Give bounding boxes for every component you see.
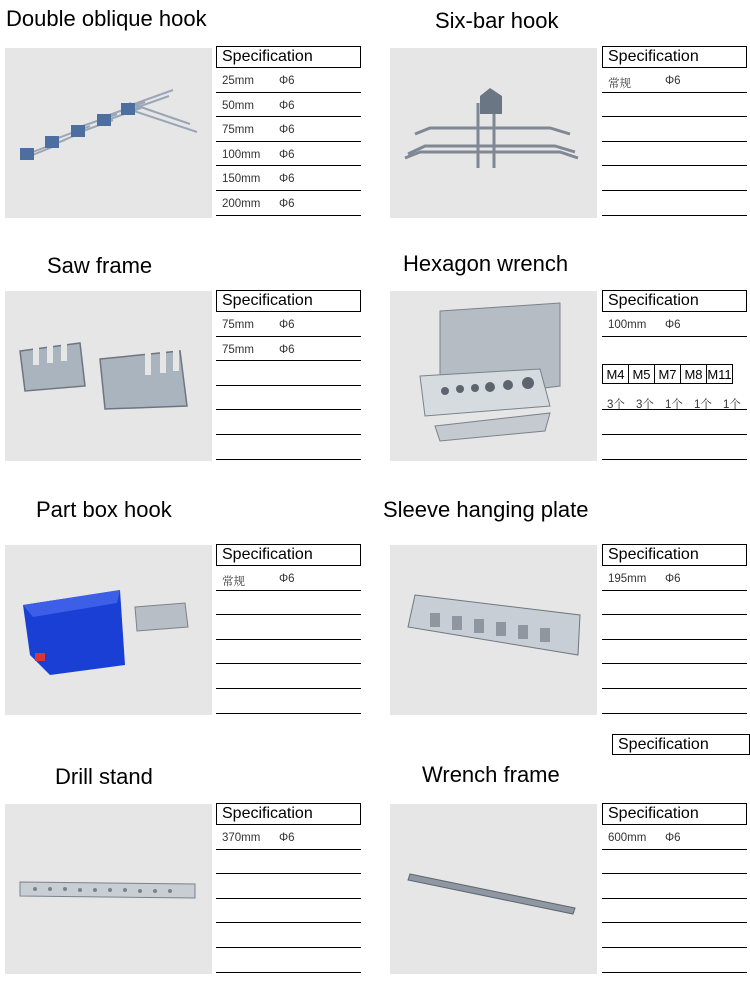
spec-row <box>216 117 361 142</box>
hex-size-cell: M11 <box>706 364 733 384</box>
spec-row <box>216 689 361 714</box>
spec-size: 常规 <box>222 576 245 588</box>
spec-row <box>602 117 747 142</box>
hex-size-cell: M7 <box>654 364 681 384</box>
title-part-box-hook: Part box hook <box>36 497 172 522</box>
spec-row <box>602 93 747 118</box>
spec-size: 常规 <box>608 78 631 90</box>
title-hexagon-wrench: Hexagon wrench <box>403 251 569 276</box>
hex-size-cell: M5 <box>628 364 655 384</box>
spec-row <box>216 337 361 362</box>
spec-header: Specification <box>602 46 747 68</box>
spec-size: 75mm <box>222 319 254 331</box>
spec-size: 195mm <box>608 573 647 585</box>
spec-row <box>602 948 747 973</box>
spec-diameter: Φ6 <box>279 832 295 844</box>
spec-header: Specification <box>216 803 361 825</box>
spec-row <box>602 664 747 689</box>
spec-diameter: Φ6 <box>279 197 295 210</box>
spec-diameter: Φ6 <box>279 148 295 161</box>
spec-row <box>216 166 361 191</box>
photo-six-bar-hook <box>390 48 597 218</box>
spec-diameter: Φ6 <box>279 343 295 356</box>
photo-wrench-frame <box>390 804 597 974</box>
spec-diameter: Φ6 <box>665 75 681 87</box>
spec-diameter: Φ6 <box>279 75 295 87</box>
spec-header: Specification <box>602 544 747 566</box>
floating-spec-label: Specification <box>612 734 750 755</box>
spec-row <box>216 312 361 337</box>
spec-row <box>602 166 747 191</box>
spec-row <box>602 591 747 616</box>
spec-row <box>602 312 747 337</box>
spec-size: 100mm <box>608 319 647 331</box>
spec-row <box>602 337 747 362</box>
spec-row <box>216 68 361 93</box>
spec-row <box>216 566 361 591</box>
spec-size: 100mm <box>222 148 261 161</box>
spec-row <box>602 191 747 216</box>
title-drill-stand: Drill stand <box>55 764 153 789</box>
spec-header: Specification <box>216 544 361 566</box>
spec-table-saw-frame <box>216 290 361 460</box>
photo-saw-frame <box>5 291 212 461</box>
hex-count-cell: 3个 <box>636 399 654 411</box>
spec-row <box>602 825 747 850</box>
spec-header: Specification <box>602 290 747 312</box>
spec-row <box>602 142 747 167</box>
spec-row <box>216 615 361 640</box>
spec-row <box>216 899 361 924</box>
spec-row <box>216 874 361 899</box>
spec-row <box>216 142 361 167</box>
spec-diameter: Φ6 <box>279 173 295 186</box>
spec-table-wrench-frame <box>602 803 747 973</box>
title-double-oblique-hook: Double oblique hook <box>6 6 207 31</box>
spec-size: 75mm <box>222 124 254 137</box>
title-saw-frame: Saw frame <box>47 253 153 278</box>
spec-table-part-box-hook <box>216 544 361 714</box>
spec-row <box>216 825 361 850</box>
hex-count-cell: 1个 <box>723 399 741 411</box>
title-sleeve-hanging-plate: Sleeve hanging plate <box>383 497 589 522</box>
spec-size: 75mm <box>222 343 254 356</box>
spec-row <box>602 850 747 875</box>
spec-row <box>602 68 747 93</box>
hex-size-boxes <box>602 364 732 384</box>
photo-hexagon-wrench <box>390 291 597 461</box>
spec-row <box>216 664 361 689</box>
photo-part-box-hook <box>5 545 212 715</box>
spec-row <box>602 923 747 948</box>
spec-row <box>602 435 747 460</box>
spec-row <box>602 899 747 924</box>
spec-row <box>216 191 361 216</box>
spec-diameter: Φ6 <box>279 99 295 112</box>
spec-row <box>216 410 361 435</box>
spec-row <box>216 361 361 386</box>
photo-sleeve-hanging-plate <box>390 545 597 715</box>
spec-row <box>216 435 361 460</box>
spec-size: 25mm <box>222 75 254 87</box>
spec-size: 600mm <box>608 832 647 844</box>
spec-size: 370mm <box>222 832 261 844</box>
hex-size-cell: M8 <box>680 364 707 384</box>
spec-row <box>602 615 747 640</box>
spec-diameter: Φ6 <box>665 573 681 585</box>
title-six-bar-hook: Six-bar hook <box>435 8 559 33</box>
spec-row <box>602 874 747 899</box>
hex-count-cell: 1个 <box>694 399 712 411</box>
spec-size: 150mm <box>222 173 261 186</box>
spec-row <box>602 566 747 591</box>
title-wrench-frame: Wrench frame <box>422 762 560 787</box>
spec-table-double-oblique-hook <box>216 46 361 216</box>
spec-row <box>216 948 361 973</box>
spec-header: Specification <box>216 46 361 68</box>
spec-row <box>602 689 747 714</box>
spec-row <box>216 850 361 875</box>
spec-header: Specification <box>602 803 747 825</box>
spec-row <box>602 640 747 665</box>
spec-row <box>216 640 361 665</box>
spec-row <box>216 93 361 118</box>
spec-table-drill-stand <box>216 803 361 973</box>
spec-table-sleeve-hanging-plate <box>602 544 747 714</box>
spec-row <box>216 923 361 948</box>
spec-row <box>602 410 747 435</box>
spec-row <box>216 591 361 616</box>
spec-row <box>216 386 361 411</box>
hex-count-row <box>607 396 750 412</box>
spec-diameter: Φ6 <box>665 319 681 331</box>
spec-diameter: Φ6 <box>665 832 681 844</box>
hex-count-cell: 3个 <box>607 399 625 411</box>
spec-diameter: Φ6 <box>279 124 295 137</box>
hex-count-cell: 1个 <box>665 399 683 411</box>
spec-table-six-bar-hook <box>602 46 747 216</box>
photo-double-oblique-hook <box>5 48 212 218</box>
spec-diameter: Φ6 <box>279 319 295 331</box>
spec-size: 50mm <box>222 99 254 112</box>
photo-drill-stand <box>5 804 212 974</box>
spec-diameter: Φ6 <box>279 573 295 585</box>
hex-size-cell: M4 <box>602 364 629 384</box>
spec-header: Specification <box>216 290 361 312</box>
spec-size: 200mm <box>222 197 261 210</box>
